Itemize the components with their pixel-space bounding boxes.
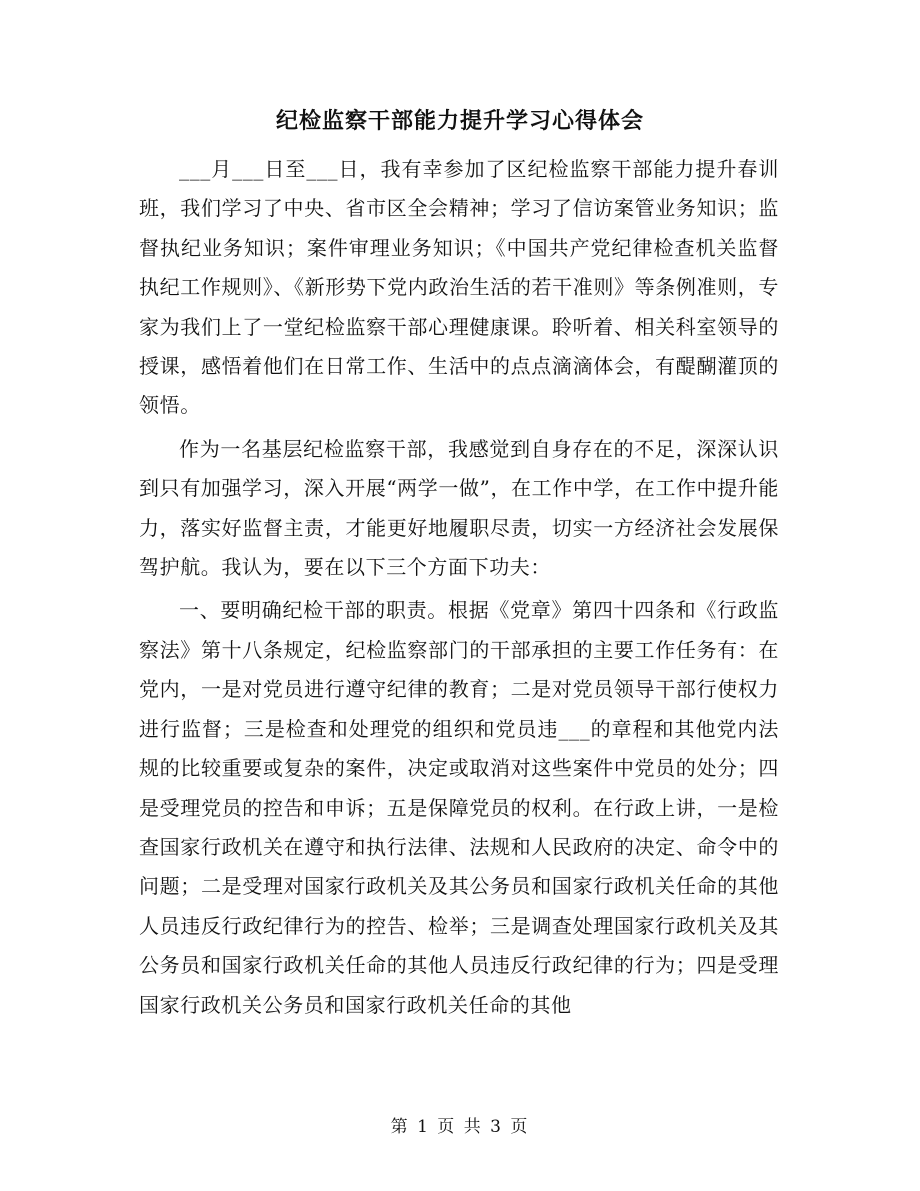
page-number-footer: 第 1 页 共 3 页 [390,1117,530,1137]
paragraph-3: 一、要明确纪检干部的职责。根据《党章》第四十四条和《行政监察法》第十八条规定，纪检监察部门的干部承担的主要工作任务有：在党内，一是对党员进行遵守纪律的教育；二是对党员领导干部行使权力进行监督；三是检查和处理党的组织和党员违___的章程和其他党内法规的比较重要或复杂的案件，决定或取消对这些案件中党员的处分；四是受理党员的控告和申诉；五是保障党员的权利。在行政上讲，一是检查国家行政机关在遵守和执行法律、法规和人民政府的决定、命令中的问题；二是受理对国家行政机关及其公务员和国家行政机关任命的其他人员违反行政纪律行为的控告、检举；三是调查处理国家行政机关及其公务员和国家行政机关任命的其他人员违反行政纪律的行为；四是受理国家行政机关公务员和国家行政机关任命的其他 [139,598,779,1017]
paragraph-2: 作为一名基层纪检监察干部，我感觉到自身存在的不足，深深认识到只有加强学习，深入开展“两学一做”，在工作中学，在工作中提升能力，落实好监督主责，才能更好地履职尽责，切实一方经济社会发展保驾护航。我认为，要在以下三个方面下功夫： [139,436,779,580]
document-title: 纪检监察干部能力提升学习心得体会 [275,109,644,134]
document-body [139,150,779,1029]
paragraph-1: ___月___日至___日，我有幸参加了区纪检监察干部能力提升春训班，我们学习了中央、省市区全会精神；学习了信访案管业务知识；监督执纪业务知识；案件审理业务知识；《中国共产党纪律检查机关监督执纪工作规则》、《新形势下党内政治生活的若干准则》等条例准则，专家为我们上了一堂纪检监察干部心理健康课。聆听着、相关科室领导的授课，感悟着他们在日常工作、生活中的点点滴滴体会，有醍醐灌顶的领悟。 [139,157,779,418]
